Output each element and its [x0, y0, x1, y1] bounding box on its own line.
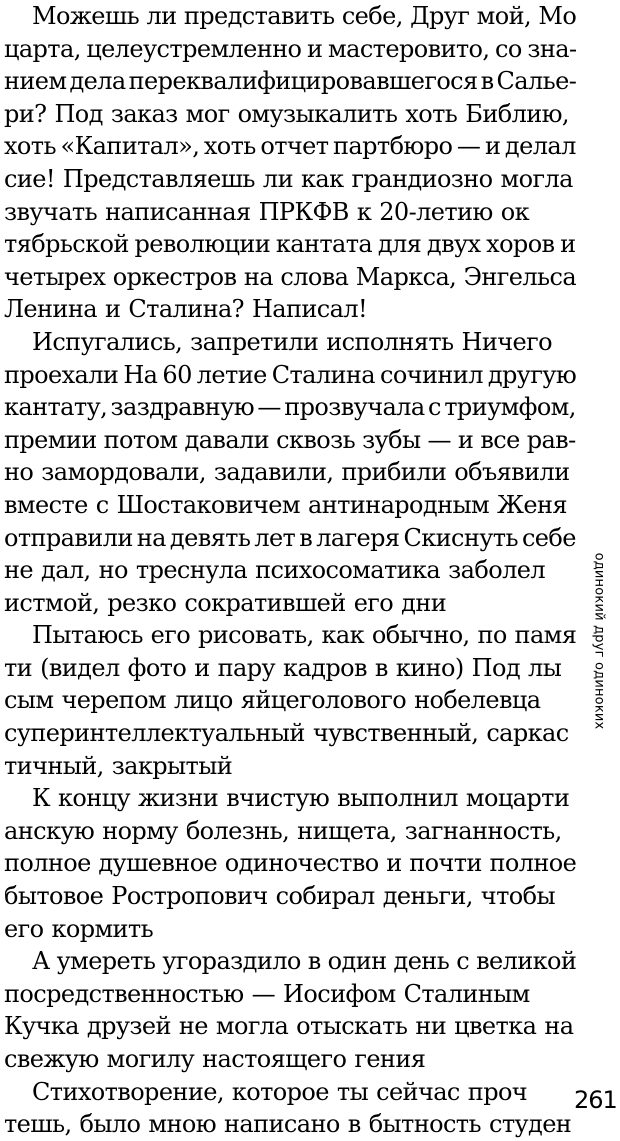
running-header — [586, 552, 612, 730]
text-line: тешь, было мною написано в бытность студен — [4, 1110, 572, 1139]
text-line: посредственностью — Иосифом Сталиным — [4, 979, 530, 1008]
text-line: Кучка друзей не могла отыскать ни цветка на — [4, 1012, 574, 1041]
text-line: хоть «Капитал», хоть отчет партбюро — и делал — [4, 132, 576, 161]
text-line: Стихотворение, которое ты сейчас проч — [32, 1077, 528, 1106]
text-line: не дал, но треснула психосоматика заболел — [4, 556, 545, 585]
text-line: ри? Под заказ мог омузыкалить хоть Библию, — [4, 99, 569, 128]
text-line: нием дела переквалифицировавшегося в Салье- — [4, 67, 576, 96]
text-line: кантату, заздравную — прозвучала с триумфом, — [4, 393, 576, 422]
text-line: свежую могилу настоящего гения — [4, 1045, 426, 1073]
text-line: А умереть угораздило в один день с великой — [32, 947, 576, 976]
text-line: четырех оркестров на слова Маркса, Энгельса — [4, 262, 576, 291]
page-number: 261 — [574, 1086, 617, 1114]
text-line: суперинтеллектуальный чувственный, саркас — [4, 719, 569, 748]
text-line: сым черепом лицо яйцеголового нобелевца — [4, 686, 541, 715]
text-line: истмой, резко сократившей его дни — [4, 588, 447, 617]
text-line: премии потом давали сквозь зубы — и все рав- — [4, 425, 576, 454]
text-line: отправили на девять лет в лагеря Скиснуть себе — [4, 523, 576, 552]
text-line: его кормить — [4, 914, 154, 943]
running-header-text: одинокий друг одиноких — [591, 552, 607, 730]
text-line: Можешь ли представить себе, Друг мой, Мо — [32, 2, 576, 30]
text-line: сие! Представляешь ли как грандиозно могла — [4, 164, 573, 193]
text-line: но замордовали, задавили, прибили объявили — [4, 458, 570, 487]
text-line: звучать написанная ПРКФВ к 20-летию ок — [4, 197, 530, 226]
text-line: К концу жизни вчистую выполнил моцарти — [32, 784, 570, 813]
text-line: проехали На 60 летие Сталина сочинил другую — [4, 360, 576, 389]
text-line: царта, целеустремленно и мастеровито, со зна- — [4, 34, 576, 63]
text-line: тичный, закрытый — [4, 751, 233, 780]
text-line: бытовое Ростропович собирал деньги, чтобы — [4, 882, 555, 911]
text-line: Испугались, запретили исполнять Ничего — [32, 327, 552, 356]
text-line: ти (видел фото и пару кадров в кино) Под лы — [4, 653, 562, 682]
text-line: вместе с Шостаковичем антинародным Женя — [4, 490, 567, 519]
text-line: тябрьской революции кантата для двух хоров и — [4, 230, 576, 259]
text-line: анскую норму болезнь, нищета, загнанность, — [4, 816, 562, 845]
text-line: Ленина и Сталина? Написал! — [4, 295, 368, 324]
text-line: полное душевное одиночество и почти полное — [4, 849, 576, 878]
body-text — [4, 0, 576, 1141]
text-line: Пытаюсь его рисовать, как обычно, по памя — [32, 621, 576, 650]
